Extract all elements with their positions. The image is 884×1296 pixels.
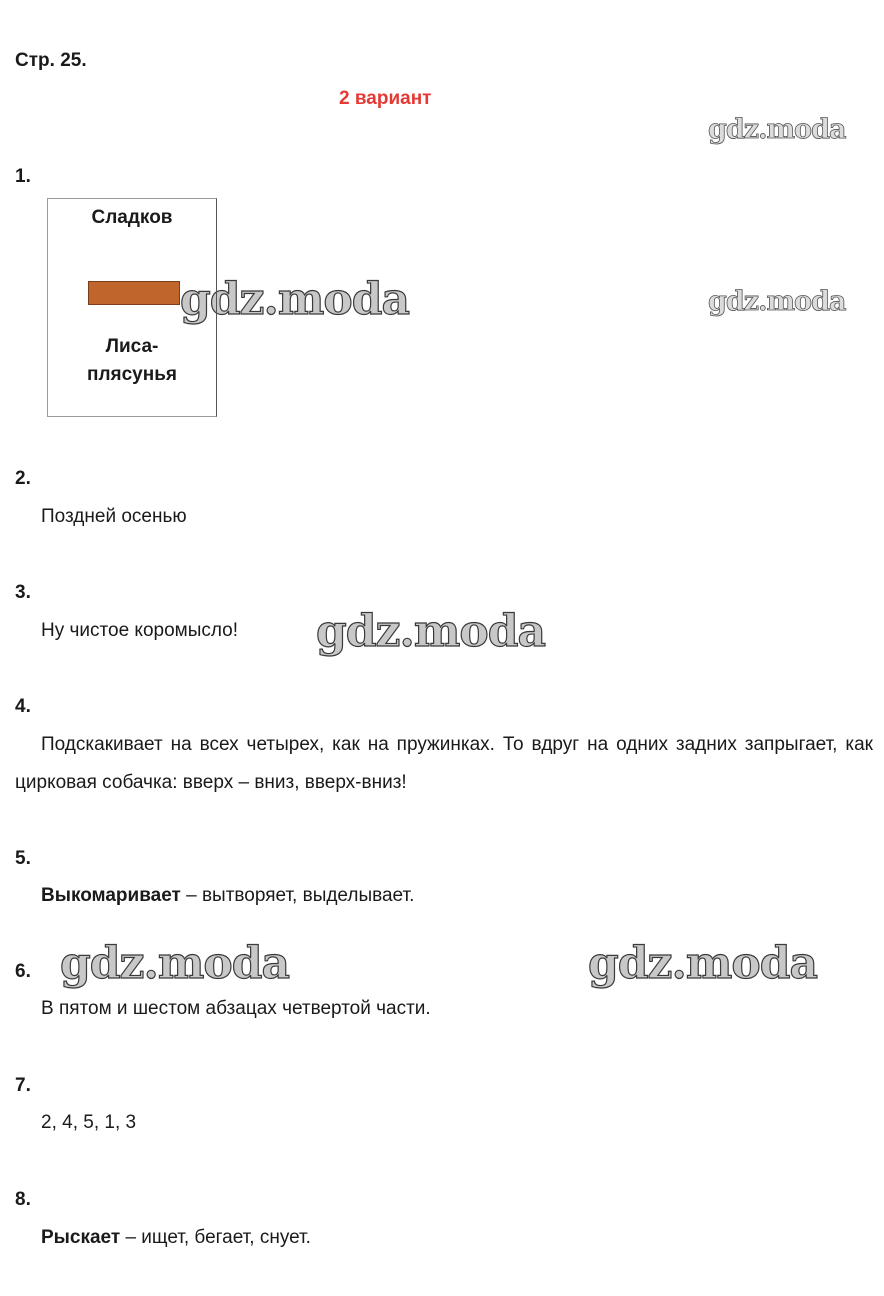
book-title <box>48 333 216 389</box>
question-number: 7. <box>15 1075 31 1096</box>
definition: – ищет, бегает, снует. <box>120 1227 311 1248</box>
book-title-line: плясунья <box>86 364 177 385</box>
watermark: gdz.moda <box>180 274 410 325</box>
book-title-line: Лиса- <box>105 336 159 357</box>
answer-text: Поздней осенью <box>41 506 187 527</box>
watermark: gdz.moda <box>588 938 818 989</box>
question-number: 5. <box>15 848 31 869</box>
answer-text <box>41 885 414 907</box>
watermark: gdz.moda <box>316 606 546 657</box>
page-header: Стр. 25. <box>15 50 87 71</box>
watermark: gdz.moda <box>708 286 846 317</box>
answer-text: Ну чистое коромысло! <box>41 620 239 641</box>
question-number: 4. <box>15 696 31 717</box>
answer-text: В пятом и шестом абзацах четвертой части. <box>41 998 431 1019</box>
answer-text <box>41 1227 311 1249</box>
book-author: Сладков <box>91 207 173 228</box>
book-title-bar <box>88 281 180 305</box>
book-card <box>47 198 217 417</box>
watermark: gdz.moda <box>60 938 290 989</box>
answer-text: 2, 4, 5, 1, 3 <box>41 1112 137 1133</box>
question-number: 2. <box>15 468 31 489</box>
watermark: gdz.moda <box>708 114 846 145</box>
term: Рыскает <box>41 1227 121 1248</box>
question-number: 1. <box>15 166 31 187</box>
answer-paragraph: Подскакивает на всех четырех, как на пружинках. То вдруг на одних задних запрыгает, как цирковая собачка: вверх – вниз, вверх-вниз! <box>15 734 873 793</box>
question-number: 8. <box>15 1189 31 1210</box>
question-number: 3. <box>15 582 31 603</box>
term: Выкомаривает <box>41 885 181 906</box>
question-number: 6. <box>15 961 31 982</box>
variant-title: 2 вариант <box>339 88 432 109</box>
definition: – вытворяет, выделывает. <box>180 885 415 906</box>
